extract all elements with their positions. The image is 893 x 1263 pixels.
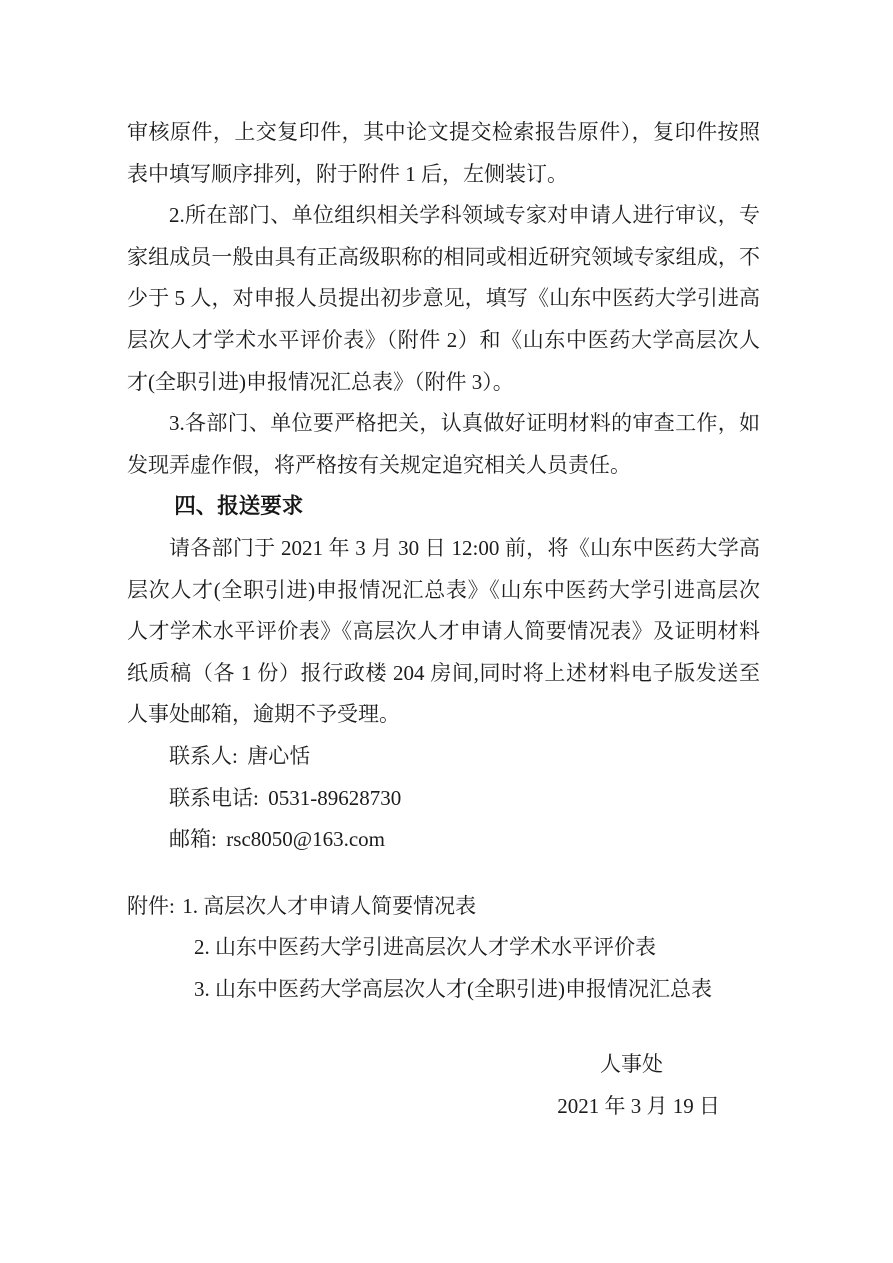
blank-line xyxy=(127,861,760,886)
section-heading-submission-requirements: 四、报送要求 xyxy=(174,494,304,519)
contact-email-line xyxy=(127,819,760,861)
contact-email-label: 邮箱: xyxy=(169,827,217,852)
contact-phone-line xyxy=(127,778,760,820)
document-content xyxy=(127,112,760,1128)
contact-person-value: 唐心恬 xyxy=(247,743,311,768)
attachments-line-2: 2. 山东中医药大学引进高层次人才学术水平评价表 xyxy=(194,935,656,960)
contact-person-label: 联系人: xyxy=(169,743,238,768)
attachments-label: 附件: xyxy=(127,893,175,918)
paragraph-item-3: 3.各部门、单位要严格把关，认真做好证明材料的审查工作，如发现弄虚作假，将严格按有关规定追究相关人员责任。 xyxy=(127,411,760,477)
attachments-line-1 xyxy=(127,886,760,928)
contact-phone-value: 0531-89628730 xyxy=(268,785,402,810)
contact-email-value: rsc8050@163.com xyxy=(226,827,386,852)
attachments-line-3: 3. 山东中医药大学高层次人才(全职引进)申报情况汇总表 xyxy=(194,976,712,1001)
paragraph-item-2: 2.所在部门、单位组织相关学科领域专家对申请人进行审议，专家组成员一般由具有正高级职称的相同或相近研究领域专家组成，不少于 5 人，对申报人员提出初步意见，填写《山东中医药大学引进高层次人才学术水平评价表》（附件 2）和《山东中医药大学高层次人才(全职引进)申报情况汇总表》（附件 3）。 xyxy=(127,203,760,394)
attachment-item: 1. 高层次人才申请人简要情况表 xyxy=(182,893,477,918)
paragraph-submission: 请各部门于 2021 年 3 月 30 日 12:00 前，将《山东中医药大学高层次人才(全职引进)申报情况汇总表》《山东中医药大学引进高层次人才学术水平评价表》《高层次人才申请人简要情况表》及证明材料纸质稿（各 1 份）报行政楼 204 房间,同时将上述材料电子版发送至人事处邮箱，逾期不予受理。 xyxy=(127,535,760,727)
contact-person-line xyxy=(127,736,760,778)
signature-date: 2021 年 3 月 19 日 xyxy=(557,1094,720,1119)
blank-line xyxy=(127,1010,760,1044)
signature-department: 人事处 xyxy=(600,1052,663,1077)
paragraph-continued: 审核原件，上交复印件，其中论文提交检索报告原件），复印件按照表中填写顺序排列，附于附件 1 后，左侧装订。 xyxy=(127,120,760,186)
contact-phone-label: 联系电话: xyxy=(169,785,259,810)
